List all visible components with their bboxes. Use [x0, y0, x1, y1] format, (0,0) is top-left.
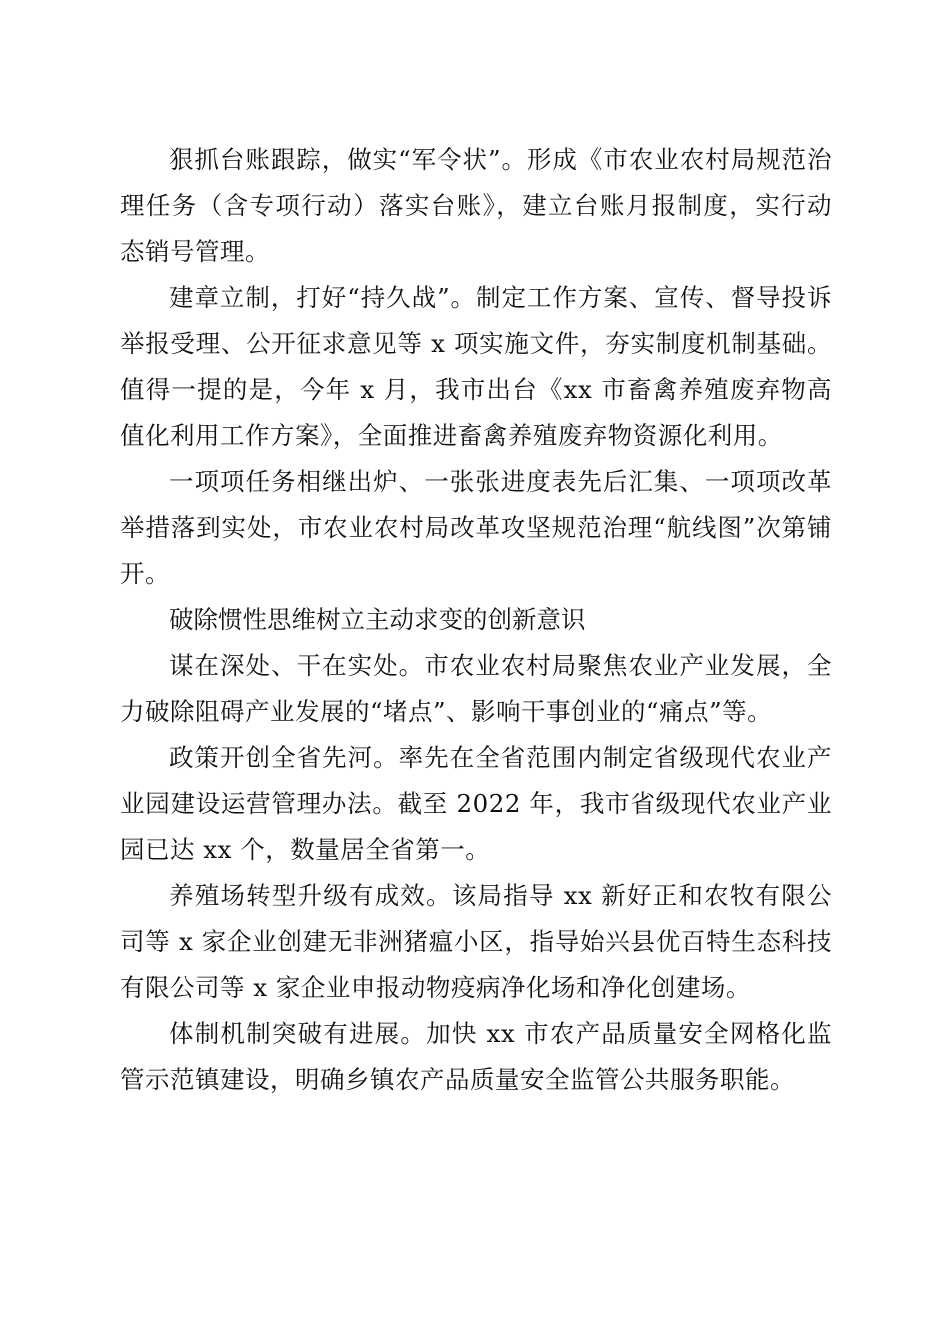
document-body [120, 137, 832, 1103]
paragraph-farm-upgrade: 养殖场转型升级有成效。该局指导 xx 新好正和农牧有限公司等 x 家企业创建无非洲猪瘟小区，指导始兴县优百特生态科技有限公司等 x 家企业申报动物疫病净化场和净化创建场。 [120, 881, 832, 1002]
section-heading: 破除惯性思维树立主动求变的创新意识 [169, 605, 586, 634]
paragraph-industry-focus: 谋在深处、干在实处。市农业农村局聚焦农业产业发展，全力破除阻碍产业发展的“堵点”、影响干事创业的“痛点”等。 [120, 651, 832, 726]
paragraph-regulations: 建章立制，打好“持久战”。制定工作方案、宣传、督导投诉举报受理、公开征求意见等 x 项实施文件，夯实制度机制基础。值得一提的是，今年 x 月，我市出台《xx 市畜禽养殖废弃物高值化利用工作方案》，全面推进畜禽养殖废弃物资源化利用。 [120, 283, 832, 450]
paragraph-policy: 政策开创全省先河。率先在全省范围内制定省级现代农业产业园建设运营管理办法。截至 2022 年，我市省级现代农业产业园已达 xx 个，数量居全省第一。 [120, 743, 832, 864]
paragraph-ledger-tracking: 狠抓台账跟踪，做实“军令状”。形成《市农业农村局规范治理任务（含专项行动）落实台账》，建立台账月报制度，实行动态销号管理。 [120, 145, 832, 266]
paragraph-roadmap: 一项项任务相继出炉、一张张进度表先后汇集、一项项改革举措落到实处，市农业农村局改革攻坚规范治理“航线图”次第铺开。 [120, 467, 832, 588]
paragraph-mechanism: 体制机制突破有进展。加快 xx 市农产品质量安全网格化监管示范镇建设，明确乡镇农产品质量安全监管公共服务职能。 [120, 1019, 832, 1094]
